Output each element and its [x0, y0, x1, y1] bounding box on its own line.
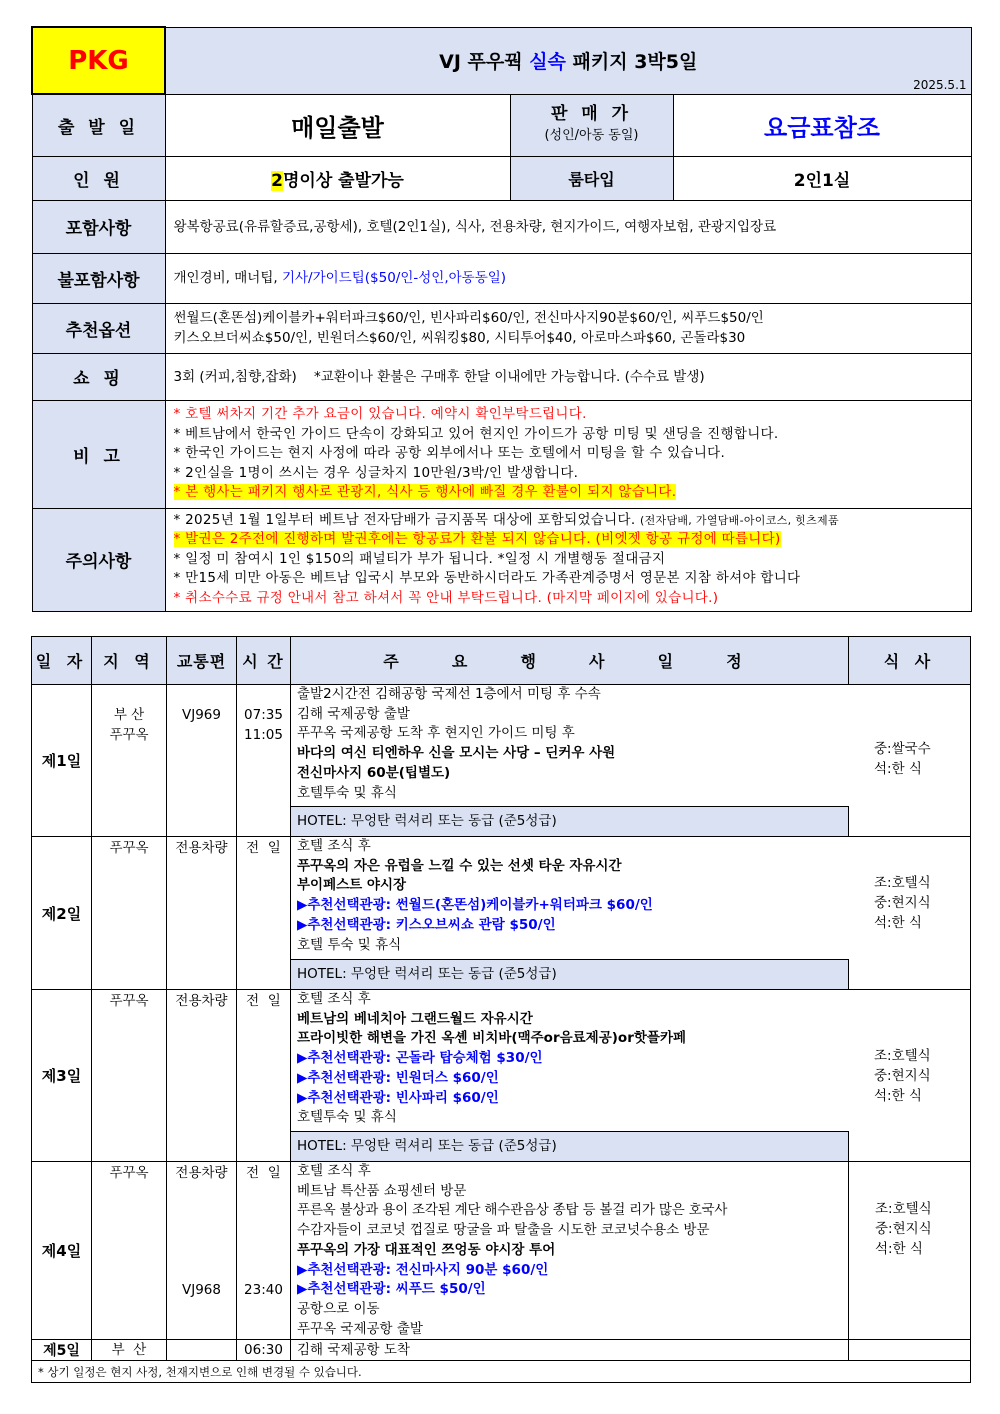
shopping-value: 3회 (커피,침향,잡화) *교환이나 환불은 구매후 한달 이내에만 가능합니다. (수수료 발생): [165, 353, 971, 400]
itinerary-line: 푸꾸옥의 자은 유럽을 느낄 수 있는 선셋 타운 자유시간: [297, 857, 622, 874]
issue-date: 2025.5.1: [913, 77, 967, 92]
hotel-info: HOTEL: 무엉탄 럭셔리 또는 동급 (준5성급): [291, 1131, 849, 1161]
itinerary-cell: [291, 837, 971, 990]
meals: [850, 873, 931, 933]
people-rest: 명이상 출발가능: [282, 170, 404, 191]
hotel-info: HOTEL: 무엉탄 럭셔리 또는 동급 (준5성급): [291, 959, 849, 989]
optional-tour: ▶추천선택관광: 빈사파리 $60/인: [297, 1089, 499, 1106]
time: 전 일: [237, 990, 291, 1162]
itinerary-line: 베트남의 베네치아 그랜드월드 자유시간: [297, 1010, 533, 1027]
transport: 전용차량: [167, 837, 237, 990]
region-cell: [92, 685, 167, 837]
people-label: 인 원: [32, 156, 165, 200]
itinerary-line: 푸꾸옥 국제공항 출발: [297, 1320, 423, 1337]
itinerary-lines: [291, 1162, 848, 1339]
day-row: [32, 990, 971, 1162]
price-label-cell: [510, 94, 673, 156]
meals: [850, 739, 931, 779]
day-row: [32, 685, 971, 837]
options-line: 키스오브더씨쇼$50/인, 빈원더스$60/인, 씨워킹$80, 시티투어$40, 아로마스파$60, 곤돌라$30: [173, 330, 746, 346]
region: 부 산: [92, 1340, 167, 1361]
transport: VJ969: [167, 685, 237, 837]
title-post: 패키지 3박5일: [565, 51, 698, 73]
caution-item: * 일정 미 참여시 1인 $150의 패널티가 부가 됩니다. *일정 시 개별행동 절대금지: [173, 550, 666, 567]
col-header-meals: 식 사: [849, 637, 971, 685]
optional-tour: ▶추천선택관광: 썬월드(혼똔섬)케이블카+워터파크 $60/인: [297, 897, 653, 914]
day-row: [32, 1340, 971, 1361]
transport: [167, 1340, 237, 1361]
caution-item: [174, 530, 963, 550]
remark-item: * 베트남에서 한국인 가이드 단속이 강화되고 있어 현지인 가이드가 공항 미팅 및 샌딩을 진행합니다.: [173, 425, 779, 442]
col-header-time: 시 간: [237, 637, 291, 685]
options-label: 추천옵션: [32, 303, 165, 353]
price-sub: (성인/아동 동일): [544, 128, 639, 143]
room-label: 룸타입: [510, 156, 673, 200]
caution-item: [174, 511, 963, 531]
room-value: 2인1실: [673, 156, 971, 200]
remark-item: * 한국인 가이드는 현지 사정에 따라 공항 외부에서나 또는 호텔에서 미팅을 할 수 있습니다.: [173, 445, 726, 462]
caution-text: * 2025년 1월 1일부터 베트남 전자담배가 금지품목 대상에 포함되었습니다.: [173, 511, 641, 528]
price-label: 판 매 가: [550, 104, 633, 124]
options-value: [165, 303, 971, 353]
meal-item: 중:현지식: [874, 895, 931, 911]
time: 전 일: [237, 837, 291, 990]
title-pre: VJ 푸우꿕: [439, 51, 530, 73]
excluded-plain: 개인경비, 매너팁,: [173, 270, 282, 286]
remark-item: * 2인실을 1명이 쓰시는 경우 싱글차지 10만원/3박/인 발생합니다.: [173, 464, 579, 481]
region: 푸꾸옥: [92, 1162, 167, 1340]
optional-tour: ▶추천선택관광: 빈원더스 $60/인: [297, 1069, 499, 1086]
col-header-region: 지 역: [92, 637, 167, 685]
transport: 전용차량: [175, 1165, 228, 1181]
day-label: 제1일: [32, 685, 92, 837]
time: 전 일: [246, 1165, 281, 1181]
time-cell: [237, 685, 291, 837]
day-label: 제5일: [32, 1340, 92, 1361]
meals: [849, 1162, 971, 1340]
region: 푸꾸옥: [92, 990, 167, 1162]
optional-tour: ▶추천선택관광: 곤돌라 탑승체험 $30/인: [297, 1050, 543, 1067]
package-info-table: [31, 26, 972, 612]
itinerary-cell: [291, 685, 971, 837]
caution-highlight: * 발권은 2주전에 진행하며 발권후에는 항공료가 환불 되지 않습니다. (비엣젯 항공 규정에 따릅니다): [173, 531, 781, 548]
price-value: 요금표참조: [673, 94, 971, 156]
day-label: 제3일: [32, 990, 92, 1162]
region: 푸꾸옥: [109, 727, 149, 743]
included-label: 포함사항: [32, 200, 165, 253]
itinerary-line: 푸꾸옥의 가장 대표적인 쯔엉동 야시장 투어: [297, 1241, 556, 1258]
itinerary-cell: [291, 990, 971, 1162]
people-count: 2: [271, 170, 283, 191]
day-row: [32, 837, 971, 990]
options-line: 썬월드(혼똔섬)케이블카+워터파크$60/인, 빈사파리$60/인, 전신마사지90분$60/인, 씨푸드$50/인: [173, 310, 764, 326]
time: 06:30: [237, 1340, 291, 1361]
title-highlight: 실속: [529, 51, 566, 73]
meal-item: 석:한 식: [874, 1088, 922, 1104]
itinerary-line: 호텔 조식 후: [297, 838, 371, 854]
meal-item: 석:한 식: [875, 1241, 923, 1257]
itinerary-line: 베트남 특산품 쇼핑센터 방문: [297, 1182, 467, 1199]
itinerary-line: 부이페스트 야시장: [297, 877, 407, 894]
excluded-label: 불포함사항: [32, 253, 165, 303]
day-label: 제4일: [32, 1162, 92, 1340]
optional-tour: ▶추천선택관광: 전신마사지 90분 $60/인: [297, 1261, 549, 1278]
time: 11:05: [244, 727, 283, 743]
remark-item: [174, 483, 963, 503]
itinerary-line: 전신마사지 60분(팁별도): [297, 764, 451, 781]
schedule-table: [31, 636, 971, 1383]
itinerary-line: 출발2시간전 김해공항 국제선 1층에서 미팅 후 수속: [297, 686, 601, 702]
caution-item: * 만15세 미만 아동은 베트남 입국시 부모와 동반하시더라도 가족관계증명서 영문본 지참 하셔야 합니다: [173, 570, 801, 587]
pkg-badge: PKG: [32, 27, 165, 94]
footnote: * 상기 일정은 현지 사정, 천재지변으로 인해 변경될 수 있습니다.: [32, 1361, 971, 1383]
itinerary-line: 푸른옥 불상과 용이 조각된 계단 해수관음상 종탑 등 볼걸 리가 많은 호국사: [297, 1202, 728, 1219]
itinerary-line: 호텔 투숙 및 휴식: [297, 936, 402, 953]
excluded-value: [165, 253, 971, 303]
itinerary-line: 호텔 조식 후: [297, 1163, 371, 1179]
caution-label: 주의사항: [32, 508, 165, 611]
meal-item: 석:한 식: [874, 915, 922, 931]
page-title: [165, 27, 971, 94]
meal-item: 조:호텔식: [874, 875, 931, 891]
meal-item: 조:호텔식: [874, 1048, 931, 1064]
meal-item: 중:쌀국수: [874, 741, 931, 757]
itinerary-lines: [291, 685, 849, 803]
time: 23:40: [244, 1282, 283, 1298]
hotel-info: HOTEL: 무엉탄 럭셔리 또는 동급 (준5성급): [291, 806, 849, 836]
time: 07:35: [244, 707, 283, 723]
caution-list: [165, 508, 971, 611]
caution-item: * 취소수수료 규정 안내서 참고 하셔서 꼭 안내 부탁드립니다. (마지막 페이지에 있습니다.): [173, 589, 719, 606]
meal-item: 석:한 식: [874, 761, 922, 777]
included-value: 왕복항공료(유류할증료,공항세), 호텔(2인1실), 식사, 전용차량, 현지가이드, 여행자보험, 관광지입장료: [165, 200, 971, 253]
itinerary-line: 바다의 여신 티엔하우 신을 모시는 사당 – 딘커우 사원: [297, 745, 616, 762]
optional-tour: ▶추천선택관광: 키스오브씨쇼 관람 $50/인: [297, 916, 556, 933]
transport: 전용차량: [167, 990, 237, 1162]
itinerary-line: 프라이빗한 해변을 가진 옥셴 비치바(맥주or음료제공)or핫플카페: [297, 1030, 687, 1047]
shopping-label: 쇼 핑: [32, 353, 165, 400]
meals: [849, 1340, 971, 1361]
meals: [850, 1046, 931, 1106]
itinerary-line: 호텔투숙 및 휴식: [297, 1109, 397, 1126]
departure-value: 매일출발: [165, 94, 510, 156]
meal-item: 중:현지식: [874, 1068, 931, 1084]
remarks-label: 비 고: [32, 400, 165, 508]
people-value: [165, 156, 510, 200]
col-header-day: 일 자: [32, 637, 92, 685]
itinerary-line: 수감자들이 코코넛 껍질로 땅굴을 파 탈출을 시도한 코코넛수용소 방문: [297, 1222, 710, 1239]
itinerary-cell: [291, 1162, 849, 1340]
day-label: 제2일: [32, 837, 92, 990]
region: 푸꾸옥: [92, 837, 167, 990]
col-header-transport: 교통편: [167, 637, 237, 685]
excluded-tip: 기사/가이드팁($50/인-성인,아동동일): [281, 270, 507, 286]
col-header-itinerary: 주 요 행 사 일 정: [291, 637, 849, 685]
itinerary-line: 푸꾸옥 국제공항 도착 후 현지인 가이드 미팅 후: [297, 725, 575, 742]
itinerary-line: 공항으로 이동: [297, 1300, 380, 1317]
caution-detail: (전자담배, 가열담배-아이코스, 힛츠제품: [640, 513, 839, 527]
remarks-list: [165, 400, 971, 508]
meal-item: 중:현지식: [875, 1221, 932, 1237]
remark-highlight: * 본 행사는 패키지 행사로 관광지, 식사 등 행사에 빠질 경우 환불이 되지 않습니다.: [173, 484, 677, 501]
itinerary-line: 김해 국제공항 출발: [297, 705, 410, 722]
transport-cell: [167, 1162, 237, 1340]
remark-item: * 호텔 써차지 기간 추가 요금이 있습니다. 예약시 확인부탁드립니다.: [173, 406, 587, 423]
departure-label: 출 발 일: [32, 94, 165, 156]
itinerary-line: 호텔 조식 후: [297, 991, 371, 1007]
itinerary-line: 김해 국제공항 도착: [291, 1340, 849, 1361]
transport: VJ968: [182, 1282, 221, 1298]
itinerary-line: 호텔투숙 및 휴식: [297, 784, 397, 801]
day-row: [32, 1162, 971, 1340]
time-cell: [237, 1162, 291, 1340]
meal-item: 조:호텔식: [875, 1201, 932, 1217]
optional-tour: ▶추천선택관광: 씨푸드 $50/인: [297, 1281, 486, 1298]
region: 부 산: [113, 707, 145, 723]
